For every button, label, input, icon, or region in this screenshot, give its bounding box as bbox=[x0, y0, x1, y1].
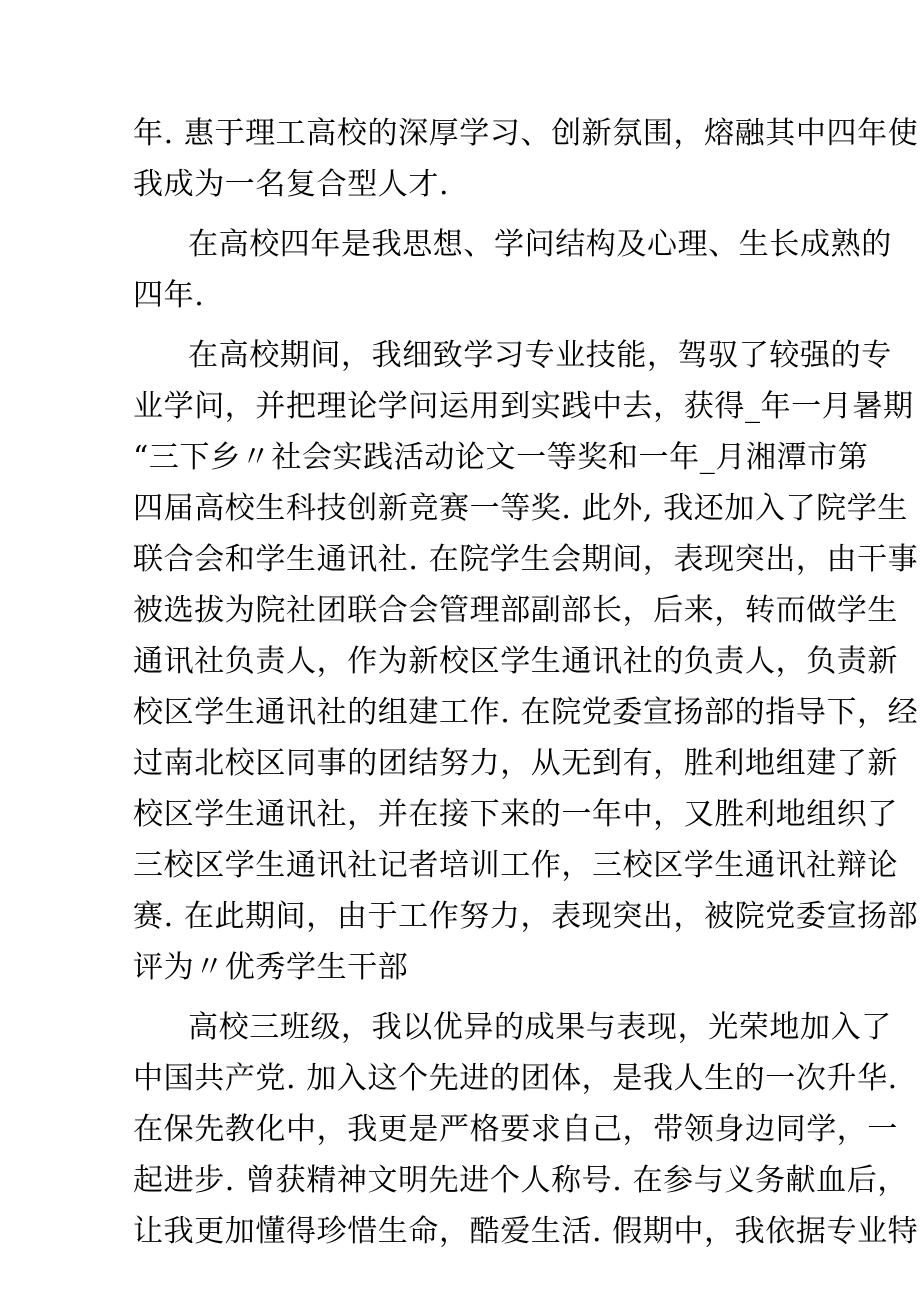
text-line: “三下乡〃社会实践活动论文一等奖和一年_月湘潭市第 bbox=[133, 440, 869, 475]
text-line: 三校区学生通讯社记者培训工作，三校区学生通讯社辩论 bbox=[133, 848, 898, 883]
text-line: 赛. 在此期间，由于工作努力，表现突出，被院党委宣扬部 bbox=[133, 899, 919, 934]
text-line: 通讯社负责人，作为新校区学生通讯社的负责人，负责新 bbox=[133, 644, 898, 679]
text-line: 中国共产党. 加入这个先进的团体，是我人生的一次升华. bbox=[133, 1061, 898, 1096]
text-line: 四届高校生科技创新竞赛一等奖. 此外, 我还加入了院学生 bbox=[133, 491, 908, 526]
text-line: 让我更加懂得珍惜生命，酷爱生活. 假期中，我依据专业特 bbox=[133, 1214, 919, 1249]
paragraph-1 bbox=[133, 108, 919, 210]
text-line: 在高校期间，我细致学习专业技能，驾驭了较强的专 bbox=[188, 338, 892, 373]
text-line: 校区学生通讯社的组建工作. 在院党委宣扬部的指导下，经 bbox=[133, 695, 919, 730]
text-line: 被选拔为院社团联合会管理部副部长，后来，转而做学生 bbox=[133, 593, 898, 628]
paragraph-spacer bbox=[133, 993, 794, 1002]
text-line: 四年. bbox=[133, 278, 205, 313]
text-line: 校区学生通讯社，并在接下来的一年中，又胜利地组织了 bbox=[133, 797, 898, 832]
text-line: 评为〃优秀学生干部 bbox=[133, 950, 409, 985]
text-line: 高校三班级，我以优异的成果与表现，光荣地加入了 bbox=[188, 1010, 892, 1045]
text-line: 起进步. 曾获精神文明先进个人称号. 在参与义务献血后， bbox=[133, 1163, 908, 1198]
paragraph-spacer bbox=[133, 210, 794, 219]
text-line: 业学问，并把理论学问运用到实践中去，获得_年一月暑期 bbox=[133, 389, 914, 424]
text-line: 在高校四年是我思想、学问结构及心理、生长成熟的 bbox=[188, 227, 892, 262]
paragraph-spacer bbox=[133, 321, 794, 330]
paragraph-2 bbox=[133, 219, 892, 321]
text-line: 我成为一名复合型人才. bbox=[133, 167, 450, 202]
paragraph-4 bbox=[133, 1002, 919, 1257]
paragraph-3 bbox=[133, 330, 919, 993]
text-line: 在保先教化中，我更是严格要求自己，带领身边同学，一 bbox=[133, 1112, 898, 1147]
text-line: 过南北校区同事的团结努力，从无到有，胜利地组建了新 bbox=[133, 746, 898, 781]
text-line: 年. 惠于理工高校的深厚学习、创新氛围，熔融其中四年使 bbox=[133, 116, 919, 151]
text-line: 联合会和学生通讯社. 在院学生会期间，表现突出，由干事 bbox=[133, 542, 919, 577]
